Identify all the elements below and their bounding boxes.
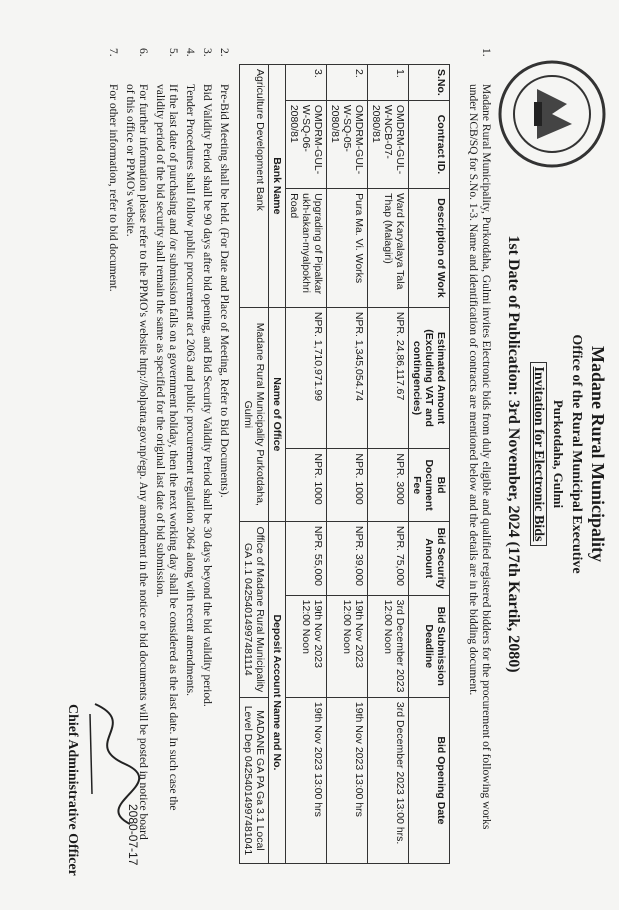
- table-cell: 2.: [327, 65, 368, 101]
- table-cell: NPR. 39,000: [327, 521, 368, 595]
- signatory-title: Chief Administrative Officer: [65, 704, 80, 876]
- signature-date: 2080-07-17: [126, 804, 140, 866]
- col-header: Bid Document Fee: [409, 449, 450, 522]
- table-header-row: [409, 65, 450, 864]
- intro-text: Madane Rural Municipality, Purkotdaha, Gulmi invites Electronic bids from duly eligible and qualified registered bidders for the procurement of following works under NCB/SQ for S.No. 1-3. Name and identification of contracts are mentioned below and the details are in the bidding document.: [467, 84, 492, 830]
- table-cell: NPR. 55,000: [286, 521, 327, 595]
- table-cell: 3.: [286, 65, 327, 101]
- list-item: 3. Bid Validity Period shall be 90 days after bid opening, and Bid Security Validity Period shall be 30 days beyond the bid validity period.: [201, 48, 213, 707]
- table-cell: 19th Nov 2023 12:00 Noon: [286, 595, 327, 697]
- col-header: Bid Opening Date: [409, 697, 450, 863]
- table-cell: 3rd December 2023 13:00 hrs.: [368, 697, 409, 863]
- table-cell: Ward Karyalaya Tala Thap (Malagiri): [368, 189, 409, 308]
- col-header: Contract ID.: [409, 100, 450, 188]
- table-cell: 3rd December 2023 12:00 Noon: [368, 595, 409, 697]
- bank-header: Name of Office: [269, 307, 286, 521]
- bank-header: Deposit Account Name and No.: [269, 521, 286, 863]
- table-cell: 1.: [368, 65, 409, 101]
- list-item: 7. For other information, refer to bid document.: [107, 48, 119, 292]
- table-cell: OMDRM-GUL-W-NCB-07-2080/81: [368, 100, 409, 188]
- invitation-title: Invitation for Electronic Bids: [530, 24, 546, 884]
- contracts-table: [239, 64, 450, 864]
- list-item: 6. For further information please refer to the PPMO's website http://bolpatra.gov.np/egp. Any amendment in the notice or bid documents will be posted in notice board of this office or PPMO's website.: [124, 48, 149, 840]
- deposit-account-1: Office of Madane Rural Municipality GA 1.1 04254014997481114: [240, 521, 269, 697]
- table-row: [368, 65, 409, 864]
- table-cell: NPR. 75,000: [368, 521, 409, 595]
- bank-header: Bank Name: [269, 65, 286, 308]
- table-cell: Upgrading of Pipalkar ukh-lakan-myalpokhri Road: [286, 189, 327, 308]
- table-row: [286, 65, 327, 864]
- col-header: Bid Security Amount: [409, 521, 450, 595]
- col-header: S.No.: [409, 65, 450, 101]
- table-cell: 19th Nov 2023 13:00 hrs: [286, 697, 327, 863]
- table-cell: OMDRM-GUL-W-SQ-05-2080/81: [327, 100, 368, 188]
- table-cell: NPR. 1,345,054.74: [327, 307, 368, 449]
- table-cell: NPR. 3000: [368, 449, 409, 522]
- table-cell: Pura Ma. Vi. Works: [327, 189, 368, 308]
- bank-header-row: [269, 65, 286, 864]
- bank-name: Agriculture Development Bank: [240, 65, 269, 308]
- list-item: 2. Pre-Bid Meeting shall be held. (For Date and Place of Meeting, Refer to Bid Documents).: [218, 48, 230, 498]
- table-cell: NPR. 24,86,117.67: [368, 307, 409, 449]
- rotated-notice: [60, 24, 619, 884]
- table-cell: NPR. 1000: [327, 449, 368, 522]
- col-header: Description of Work: [409, 189, 450, 308]
- list-item: 4. Tender Procedures shall follow public procurement act 2063 and public procurement regulation 2064 along with recent amendments.: [184, 48, 196, 697]
- table-cell: 19th Nov 2023 13:00 hrs: [327, 697, 368, 863]
- bank-row: [240, 65, 269, 864]
- col-header: Estimated Amount (Excluding VAT and contingencies): [409, 307, 450, 449]
- office-title: Office of the Rural Municipal Executive: [569, 334, 584, 574]
- col-header: Bid Submission Deadline: [409, 595, 450, 697]
- location-text: Purkotdaha, Gulmi: [551, 399, 566, 509]
- deposit-account-2: MADANE GA PA Ga 3.1 Local Level Dep 04254014997481041: [240, 697, 269, 863]
- publication-date: 1st Date of Publication: 3rd November, 2024 (17th Kartik, 2080): [505, 235, 522, 673]
- table-cell: NPR. 1000: [286, 449, 327, 522]
- office-name: Madane Rural Municipality Purkotdaha, Gulmi: [240, 307, 269, 521]
- org-title: Madane Rural Municipality: [588, 345, 608, 562]
- table-cell: OMDRM-GUL-W-SQ-06-2080/81: [286, 100, 327, 188]
- list-item: 5. If the last date of purchasing and /or submission falls on a government holiday, then the next working day shall be considered as the last date. In such case the validity period of the bid security shall remain the same as specified for the original last date of bid submission.: [154, 48, 179, 811]
- table-row: [327, 65, 368, 864]
- intro-paragraph: [466, 48, 492, 848]
- table-cell: NPR. 1,710,971.99: [286, 307, 327, 449]
- table-cell: 19th Nov 2023 12:00 Noon: [327, 595, 368, 697]
- intro-number: 1.: [480, 48, 492, 57]
